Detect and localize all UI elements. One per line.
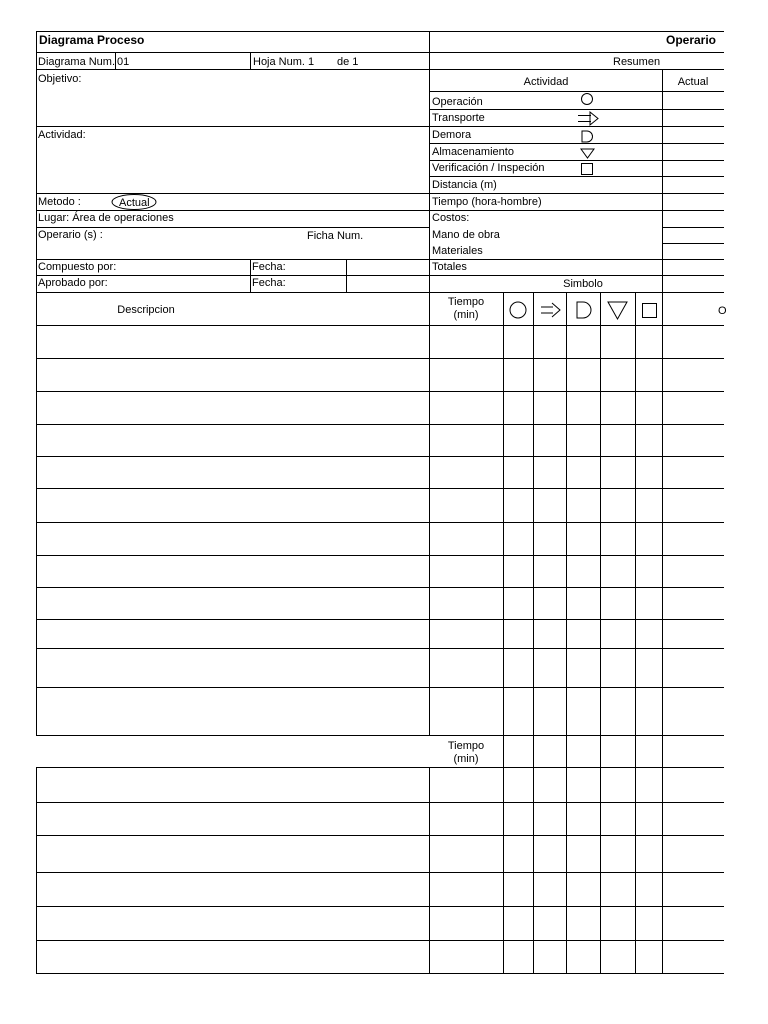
process-info <box>37 56 429 289</box>
current-column-header: Actual <box>677 76 709 88</box>
triangle-down-icon <box>581 149 594 158</box>
composed-by-label: Compuesto por: <box>38 261 117 273</box>
d-shape-icon <box>582 131 593 142</box>
table-row[interactable] <box>37 836 723 872</box>
table-row[interactable] <box>37 489 723 522</box>
time-header-line2: (min) <box>453 309 479 321</box>
table-row[interactable] <box>37 688 723 735</box>
table-row[interactable] <box>37 649 723 687</box>
table-row[interactable] <box>37 457 723 488</box>
square-icon <box>582 164 593 175</box>
time-header-line1: Tiempo <box>447 296 485 308</box>
symbol-header: Simbolo <box>563 278 603 290</box>
summary-row-label: Verificación / Inspeción <box>432 162 545 174</box>
detail-table-body <box>37 326 723 973</box>
cut-off-column-header: O <box>718 305 727 317</box>
circle-icon <box>510 302 526 318</box>
table-row[interactable] <box>37 907 723 940</box>
circle-icon <box>582 94 593 105</box>
table-row[interactable] <box>37 326 723 358</box>
sheet-num-label: Hoja Num. 1 <box>253 56 315 68</box>
summary-row-label: Transporte <box>432 112 485 124</box>
table-row[interactable] <box>37 620 723 648</box>
objective-label: Objetivo: <box>38 73 82 85</box>
time-header-line1: Tiempo <box>447 740 485 752</box>
activity-label: Actividad: <box>38 129 86 141</box>
summary-row-label: Almacenamiento <box>432 146 514 158</box>
arrow-right-icon <box>541 303 560 317</box>
diagram-num-label: Diagrama Num. <box>38 56 116 68</box>
form-header <box>39 33 716 47</box>
operator-label: Operario (s) : <box>38 229 103 241</box>
summary-row-label: Totales <box>432 261 467 273</box>
activity-column-header: Actividad <box>523 76 569 88</box>
table-row[interactable] <box>37 873 723 906</box>
description-header: Descripcion <box>117 304 175 316</box>
activity-field[interactable] <box>37 127 429 193</box>
summary-row-label: Operación <box>432 96 483 108</box>
approved-by-label: Aprobado por: <box>38 277 108 289</box>
composed-date-label: Fecha: <box>252 261 286 273</box>
table-row[interactable] <box>37 588 723 619</box>
table-row[interactable] <box>37 523 723 555</box>
diagram-num-value: 01 <box>117 56 130 68</box>
table-row[interactable] <box>37 768 723 802</box>
summary-row-label: Tiempo (hora-hombre) <box>432 196 542 208</box>
objective-field[interactable] <box>37 70 429 126</box>
table-row[interactable] <box>37 359 723 391</box>
summary-row-label: Costos: <box>432 212 470 224</box>
table-row[interactable] <box>37 941 723 973</box>
table-row[interactable] <box>37 425 723 456</box>
d-shape-icon <box>577 302 591 318</box>
method-selector[interactable] <box>112 195 156 210</box>
table-row[interactable] <box>37 556 723 587</box>
method-label: Metodo : <box>38 196 81 208</box>
card-num-label: Ficha Num. <box>307 230 364 242</box>
approved-date-label: Fecha: <box>252 277 286 289</box>
header-right-label: Operario <box>666 33 717 47</box>
arrow-right-icon <box>578 112 598 125</box>
summary-row-label: Materiales <box>432 245 483 257</box>
triangle-down-icon <box>608 302 627 319</box>
sheet-total-label: de 1 <box>337 56 359 68</box>
method-value: Actual <box>119 197 150 209</box>
summary-title: Resumen <box>613 56 661 68</box>
form-title: Diagrama Proceso <box>39 33 145 47</box>
square-icon <box>643 304 657 318</box>
place-label: Lugar: Área de operaciones <box>38 212 174 224</box>
summary-row-label: Distancia (m) <box>432 179 497 191</box>
summary-row-label: Demora <box>432 129 472 141</box>
time-header-line2: (min) <box>453 753 479 765</box>
table-row[interactable] <box>37 392 723 424</box>
summary-row-label: Mano de obra <box>432 229 500 241</box>
table-row[interactable] <box>37 803 723 835</box>
